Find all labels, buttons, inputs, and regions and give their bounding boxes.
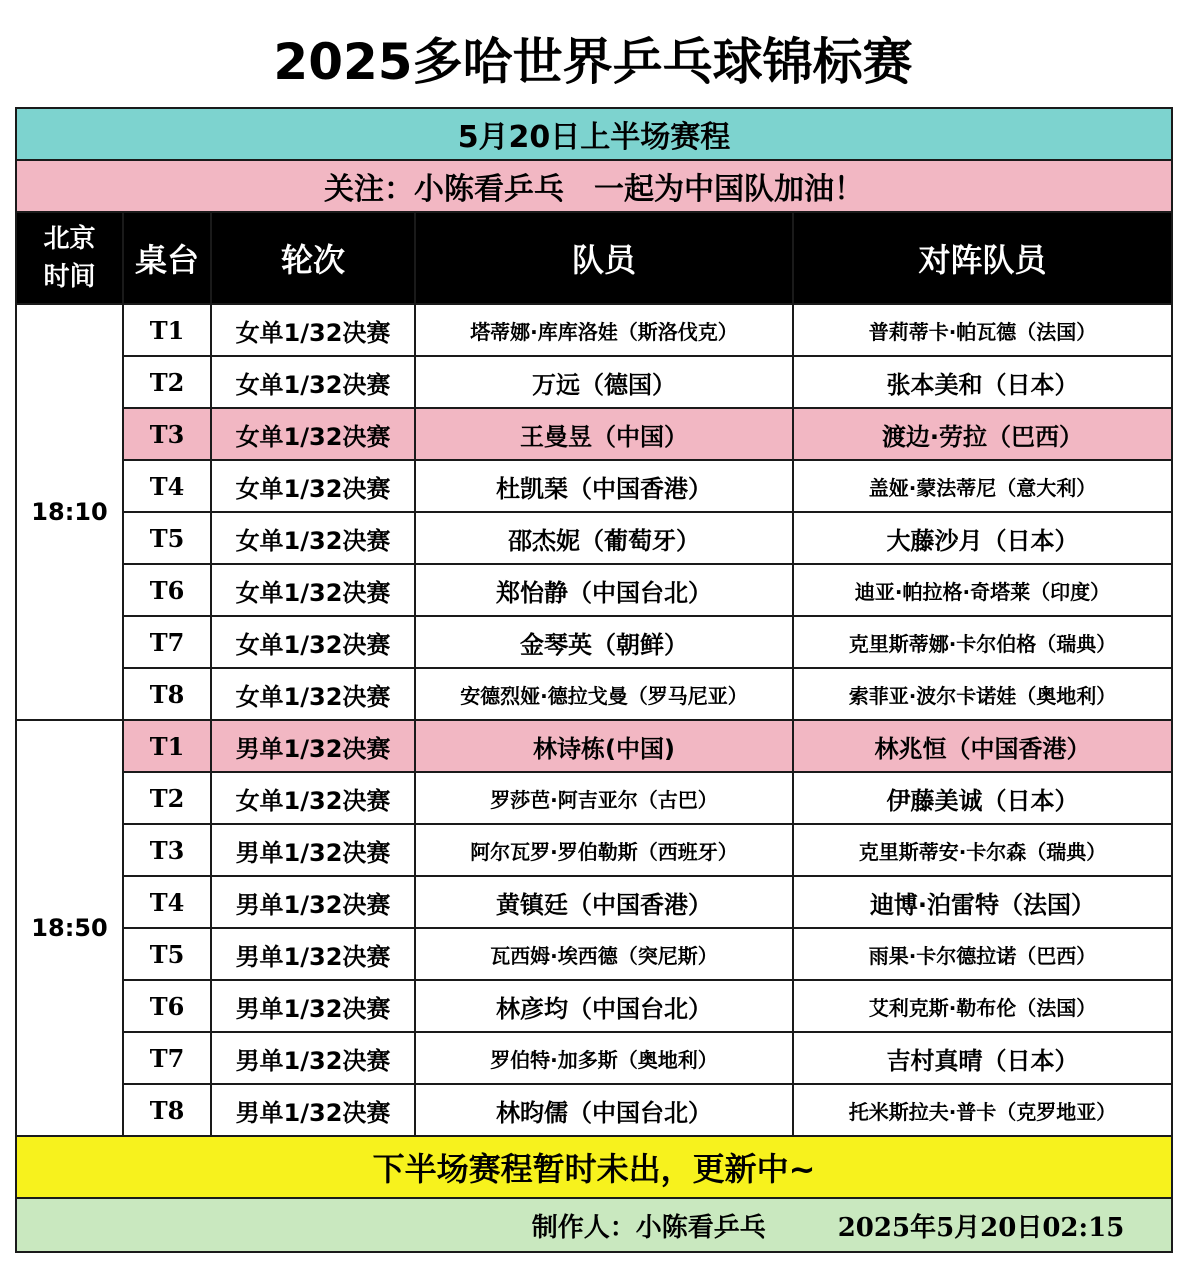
match-row xyxy=(16,772,1172,824)
header-time-line1: 北京 xyxy=(43,224,96,254)
header-time xyxy=(16,212,123,304)
player-name: 瓦西姆·埃西德（突尼斯） xyxy=(415,928,793,980)
header-time-line2: 时间 xyxy=(43,262,96,292)
match-round: 女单1/32决赛 xyxy=(211,772,415,824)
table-number: T8 xyxy=(123,668,211,720)
opponent-name: 伊藤美诚（日本） xyxy=(793,772,1172,824)
table-number: T1 xyxy=(123,720,211,772)
note-band-row xyxy=(16,160,1172,212)
match-round: 男单1/32决赛 xyxy=(211,720,415,772)
match-row xyxy=(16,928,1172,980)
opponent-name: 普莉蒂卡·帕瓦德（法国） xyxy=(793,304,1172,356)
match-round: 男单1/32决赛 xyxy=(211,1032,415,1084)
opponent-name: 张本美和（日本） xyxy=(793,356,1172,408)
table-number: T4 xyxy=(123,460,211,512)
player-name: 邵杰妮（葡萄牙） xyxy=(415,512,793,564)
opponent-name: 托米斯拉夫·普卡（克罗地亚） xyxy=(793,1084,1172,1136)
footer-row xyxy=(16,1136,1172,1198)
match-round: 男单1/32决赛 xyxy=(211,928,415,980)
match-row xyxy=(16,460,1172,512)
table-number: T6 xyxy=(123,564,211,616)
match-row xyxy=(16,720,1172,772)
opponent-name: 林兆恒（中国香港） xyxy=(793,720,1172,772)
player-name: 阿尔瓦罗·罗伯勒斯（西班牙） xyxy=(415,824,793,876)
match-row xyxy=(16,408,1172,460)
player-name: 郑怡静（中国台北） xyxy=(415,564,793,616)
opponent-name: 迪亚·帕拉格·奇塔莱（印度） xyxy=(793,564,1172,616)
match-round: 男单1/32决赛 xyxy=(211,980,415,1032)
footer-band: 下半场赛程暂时未出，更新中~ xyxy=(16,1136,1172,1198)
match-round: 女单1/32决赛 xyxy=(211,460,415,512)
match-round: 女单1/32决赛 xyxy=(211,512,415,564)
date-band: 5月20日上半场赛程 xyxy=(16,108,1172,160)
player-name: 罗伯特·加多斯（奥地利） xyxy=(415,1032,793,1084)
player-name: 塔蒂娜·库库洛娃（斯洛伐克） xyxy=(415,304,793,356)
session-time: 18:50 xyxy=(16,720,123,1136)
table-number: T2 xyxy=(123,772,211,824)
schedule-table xyxy=(15,107,1173,1253)
match-row xyxy=(16,564,1172,616)
table-number: T3 xyxy=(123,824,211,876)
session-time: 18:10 xyxy=(16,304,123,720)
match-row xyxy=(16,824,1172,876)
match-row xyxy=(16,1032,1172,1084)
opponent-name: 吉村真晴（日本） xyxy=(793,1032,1172,1084)
match-round: 男单1/32决赛 xyxy=(211,824,415,876)
match-row xyxy=(16,512,1172,564)
table-number: T6 xyxy=(123,980,211,1032)
table-number: T4 xyxy=(123,876,211,928)
opponent-name: 迪博·泊雷特（法国） xyxy=(793,876,1172,928)
player-name: 黄镇廷（中国香港） xyxy=(415,876,793,928)
match-round: 男单1/32决赛 xyxy=(211,876,415,928)
date-band-row xyxy=(16,108,1172,160)
note-band: 关注：小陈看乒乓 一起为中国队加油！ xyxy=(16,160,1172,212)
header-table: 桌台 xyxy=(123,212,211,304)
table-number: T1 xyxy=(123,304,211,356)
match-row xyxy=(16,616,1172,668)
table-number: T8 xyxy=(123,1084,211,1136)
opponent-name: 盖娅·蒙法蒂尼（意大利） xyxy=(793,460,1172,512)
match-row xyxy=(16,304,1172,356)
match-row xyxy=(16,668,1172,720)
table-number: T5 xyxy=(123,928,211,980)
player-name: 万远（德国） xyxy=(415,356,793,408)
opponent-name: 艾利克斯·勒布伦（法国） xyxy=(793,980,1172,1032)
opponent-name: 克里斯蒂安·卡尔森（瑞典） xyxy=(793,824,1172,876)
match-row xyxy=(16,1084,1172,1136)
credit-author: 制作人：小陈看乒乓 xyxy=(531,1212,766,1243)
header-player: 队员 xyxy=(415,212,793,304)
match-round: 女单1/32决赛 xyxy=(211,668,415,720)
match-row xyxy=(16,356,1172,408)
credit-timestamp: 2025年5月20日02:15 xyxy=(837,1212,1125,1243)
match-round: 女单1/32决赛 xyxy=(211,356,415,408)
header-row xyxy=(16,212,1172,304)
match-row xyxy=(16,876,1172,928)
opponent-name: 大藤沙月（日本） xyxy=(793,512,1172,564)
table-number: T7 xyxy=(123,616,211,668)
table-number: T2 xyxy=(123,356,211,408)
player-name: 林彦均（中国台北） xyxy=(415,980,793,1032)
player-name: 杜凯琹（中国香港） xyxy=(415,460,793,512)
opponent-name: 克里斯蒂娜·卡尔伯格（瑞典） xyxy=(793,616,1172,668)
page-title: 2025多哈世界乒乓球锦标赛 xyxy=(273,33,913,91)
table-number: T7 xyxy=(123,1032,211,1084)
credit-band xyxy=(16,1198,1172,1252)
match-round: 女单1/32决赛 xyxy=(211,616,415,668)
match-round: 女单1/32决赛 xyxy=(211,304,415,356)
credit-row xyxy=(16,1198,1172,1252)
opponent-name: 渡边·劳拉（巴西） xyxy=(793,408,1172,460)
match-round: 女单1/32决赛 xyxy=(211,408,415,460)
match-row xyxy=(16,980,1172,1032)
header-round: 轮次 xyxy=(211,212,415,304)
match-round: 女单1/32决赛 xyxy=(211,564,415,616)
match-round: 男单1/32决赛 xyxy=(211,1084,415,1136)
table-number: T5 xyxy=(123,512,211,564)
player-name: 林昀儒（中国台北） xyxy=(415,1084,793,1136)
header-opponent: 对阵队员 xyxy=(793,212,1172,304)
table-number: T3 xyxy=(123,408,211,460)
player-name: 王曼昱（中国） xyxy=(415,408,793,460)
opponent-name: 索菲亚·波尔卡诺娃（奥地利） xyxy=(793,668,1172,720)
player-name: 金琴英（朝鲜） xyxy=(415,616,793,668)
player-name: 罗莎芭·阿吉亚尔（古巴） xyxy=(415,772,793,824)
opponent-name: 雨果·卡尔德拉诺（巴西） xyxy=(793,928,1172,980)
player-name: 安德烈娅·德拉戈曼（罗马尼亚） xyxy=(415,668,793,720)
player-name: 林诗栋(中国) xyxy=(415,720,793,772)
